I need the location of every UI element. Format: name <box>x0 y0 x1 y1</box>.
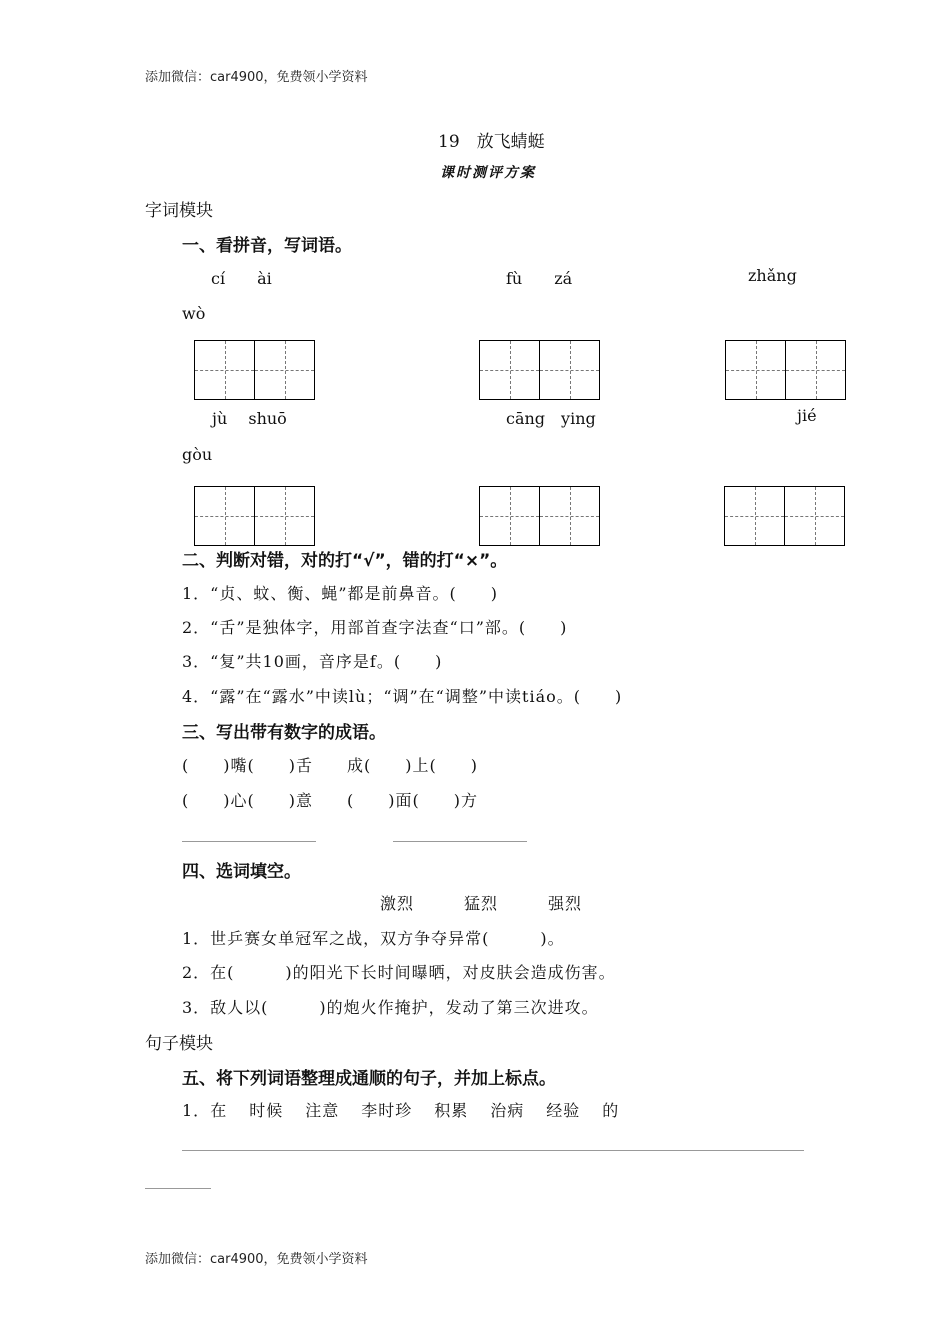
option-word: 激烈 <box>380 894 415 913</box>
q1-heading: 一、看拼音，写词语。 <box>182 236 352 256</box>
writing-cell[interactable] <box>194 486 255 546</box>
lesson-subtitle: 课时测评方案 <box>440 165 536 181</box>
pinyin-ciai: cí ài <box>211 269 272 288</box>
answer-grid-jiegou[interactable] <box>724 486 845 546</box>
word-chip: 注意 <box>305 1101 340 1120</box>
answer-line[interactable] <box>182 841 316 842</box>
q2-item-2: 2．“舌”是独体字，用部首查字法查“口”部。( ) <box>182 618 568 637</box>
answer-grid-cangying[interactable] <box>479 486 600 546</box>
q2-heading: 二、判断对错，对的打“√”，错的打“×”。 <box>182 551 508 571</box>
q2-item-1: 1．“贞、蚊、衡、蝇”都是前鼻音。( ) <box>182 584 499 603</box>
watermark-bottom: 添加微信：car4900，免费领小学资料 <box>145 1252 368 1267</box>
item-number: 1． <box>182 1101 211 1120</box>
word-chip: 治病 <box>490 1101 525 1120</box>
q4-item-2: 2．在( )的阳光下长时间曝晒，对皮肤会造成伤害。 <box>182 963 616 982</box>
q2-item-3: 3．“复”共10画，音序是f。( ) <box>182 652 443 671</box>
pinyin-fuza: fù zá <box>506 269 573 288</box>
writing-cell[interactable] <box>254 340 315 400</box>
q3-heading: 三、写出带有数字的成语。 <box>182 723 386 743</box>
q3-idiom-row-2: ( )心( )意 ( )面( )方 <box>182 791 478 810</box>
writing-cell[interactable] <box>539 486 600 546</box>
word-chip: 李时珍 <box>361 1101 413 1120</box>
option-word: 猛烈 <box>464 894 499 913</box>
writing-cell[interactable] <box>194 340 255 400</box>
pinyin-jie: jié <box>797 406 817 425</box>
word-chip: 的 <box>602 1101 620 1120</box>
answer-grid-zhangwo[interactable] <box>725 340 846 400</box>
word-chip: 积累 <box>434 1101 469 1120</box>
q4-item-1: 1．世乒赛女单冠军之战，双方争夺异常( )。 <box>182 929 565 948</box>
word-chip: 时候 <box>249 1101 284 1120</box>
pinyin-gou: gòu <box>182 445 213 464</box>
pinyin-cangying: cāng ying <box>506 409 596 428</box>
pinyin-jushuo: jù shuō <box>212 409 287 428</box>
q5-heading: 五、将下列词语整理成通顺的句子，并加上标点。 <box>182 1069 556 1089</box>
word-chip: 经验 <box>546 1101 581 1120</box>
writing-cell[interactable] <box>479 340 540 400</box>
pinyin-zhang: zhǎng <box>748 266 797 285</box>
q4-heading: 四、选词填空。 <box>182 862 301 882</box>
writing-cell[interactable] <box>479 486 540 546</box>
option-word: 强烈 <box>548 894 583 913</box>
writing-cell[interactable] <box>725 340 786 400</box>
pinyin-wo: wò <box>182 304 206 323</box>
q2-item-4: 4．“露”在“露水”中读lù；“调”在“调整”中读tiáo。( ) <box>182 687 623 706</box>
writing-cell[interactable] <box>784 486 845 546</box>
answer-line[interactable] <box>182 1150 804 1151</box>
module-words-heading: 字词模块 <box>145 201 213 221</box>
answer-grid-fuza[interactable] <box>479 340 600 400</box>
watermark-top: 添加微信：car4900，免费领小学资料 <box>145 70 368 85</box>
word-chip: 在 <box>210 1101 228 1120</box>
writing-cell[interactable] <box>539 340 600 400</box>
writing-cell[interactable] <box>785 340 846 400</box>
writing-cell[interactable] <box>254 486 315 546</box>
module-sentences-heading: 句子模块 <box>145 1034 213 1054</box>
q4-item-3: 3．敌人以( )的炮火作掩护，发动了第三次进攻。 <box>182 998 599 1017</box>
q5-item-1 <box>182 1098 641 1121</box>
answer-line[interactable] <box>393 841 527 842</box>
q4-word-options <box>380 891 632 914</box>
writing-cell[interactable] <box>724 486 785 546</box>
answer-grid-ciai[interactable] <box>194 340 315 400</box>
footnote-separator <box>145 1188 211 1189</box>
answer-grid-jushuo[interactable] <box>194 486 315 546</box>
q3-idiom-row-1: ( )嘴( )舌 成( )上( ) <box>182 756 478 775</box>
lesson-title: 19 放飞蜻蜓 <box>438 132 545 152</box>
